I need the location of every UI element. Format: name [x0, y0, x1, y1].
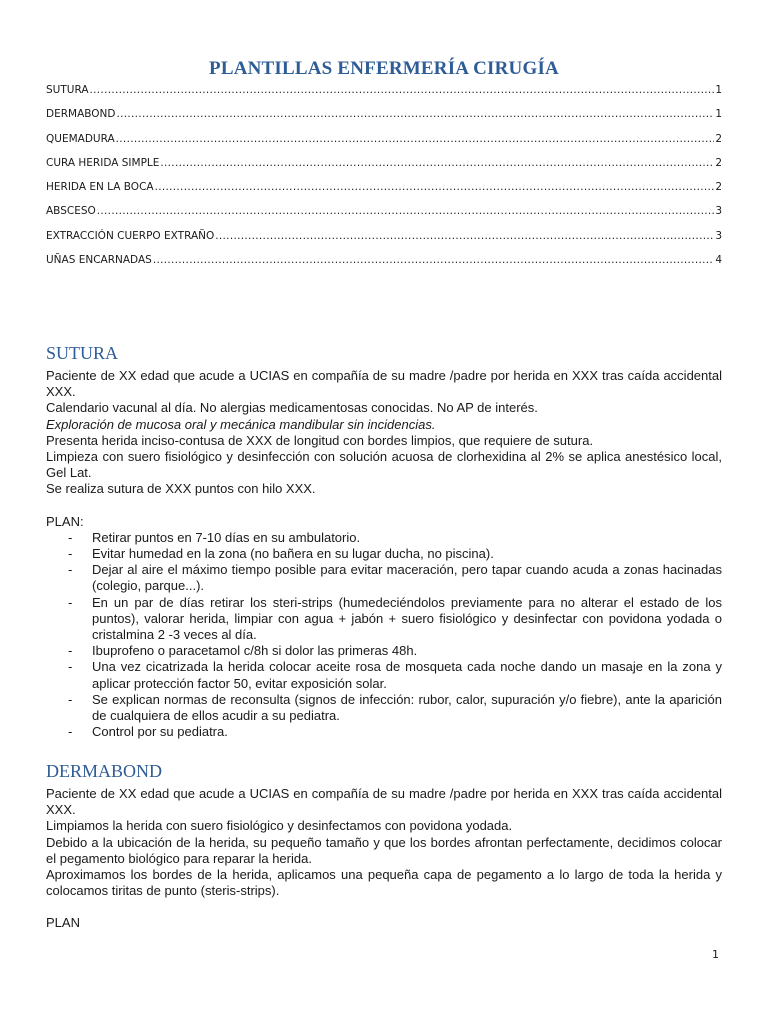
toc-entry-page: 2: [715, 181, 722, 194]
toc-entry-label: CURA HERIDA SIMPLE: [46, 156, 160, 169]
plan-item-text: Evitar humedad en la zona (no bañera en su lugar ducha, no piscina).: [92, 546, 494, 562]
toc-entry-page: 3: [715, 205, 722, 218]
paragraph: Se realiza sutura de XXX puntos con hilo XXX.: [46, 481, 316, 497]
toc-entry-page: 1: [715, 108, 722, 121]
bullet-dash: -: [68, 643, 73, 659]
toc-entry-quemadura[interactable]: [46, 131, 722, 155]
plan-item-text: Ibuprofeno o paracetamol c/8h si dolor las primeras 48h.: [92, 643, 418, 659]
paragraph: Paciente de XX edad que acude a UCIAS en compañía de su madre /padre por herida en XXX tras caída accidental XXX.: [46, 368, 722, 400]
paragraph: Debido a la ubicación de la herida, su pequeño tamaño y que los bordes afrontan perfectamente, decidimos colocar el pegamento biológico para reparar la herida.: [46, 834, 722, 866]
plan-item-text: Se explican normas de reconsulta (signos de infección: rubor, calor, supuración y/o fiebre), ante la aparición de cualquiera de ellos acudir a su pediatra.: [92, 691, 722, 724]
plan-item-text: Control por su pediatra.: [92, 724, 228, 740]
toc-leader-dots: [90, 83, 715, 97]
plan-label: PLAN:: [46, 513, 84, 529]
toc-entry-absceso[interactable]: [46, 203, 722, 227]
section-heading: SUTURA: [46, 343, 119, 363]
plan-item: [46, 546, 722, 562]
paragraph-italic: Exploración de mucosa oral y mecánica mandibular sin incidencias.: [46, 416, 436, 432]
spacer: [46, 899, 722, 915]
paragraph: Aproximamos los bordes de la herida, aplicamos una pequeña capa de pegamento a lo largo de toda la herida y colocamos tiritas de punto (steris-strips).: [46, 867, 722, 899]
toc-entry-page: 2: [715, 132, 722, 145]
paragraph: Limpiamos la herida con suero fisiológico y desinfectamos con povidona yodada.: [46, 818, 513, 834]
document-title: PLANTILLAS ENFERMERÍA CIRUGÍA: [209, 58, 559, 79]
bullet-dash: -: [68, 691, 73, 707]
plan-item: [46, 724, 722, 740]
plan-item-text: Una vez cicatrizada la herida colocar aceite rosa de mosqueta cada noche dando un masaje en la zona y aplicar protección factor 50, evitar exposición solar.: [92, 659, 722, 691]
toc-entry-herida-en-la-boca[interactable]: [46, 179, 722, 203]
spacer: [46, 498, 722, 514]
toc-entry-page: 3: [715, 229, 722, 242]
plan-item-text: Retirar puntos en 7-10 días en su ambulatorio.: [92, 529, 361, 545]
plan-item: [46, 562, 722, 594]
plan-item: [46, 595, 722, 644]
toc-entry-dermabond[interactable]: [46, 106, 722, 130]
bullet-dash: -: [68, 594, 73, 610]
toc-leader-dots: [160, 156, 714, 170]
toc-entry-page: 1: [715, 84, 722, 96]
toc-leader-dots: [116, 132, 715, 146]
section-dermabond: [46, 760, 722, 932]
toc-entry-label: DERMABOND: [46, 108, 116, 121]
plan-item-text: En un par de días retirar los steri-strips (humedeciéndolos previamente para no alterar el estado de los puntos), valorar herida, limpiar con agua + jabón + suero fisiológico y desinfectar con povidona yodada o cristalmina 2 -3 veces al día.: [92, 594, 722, 643]
toc-entry-page: 2: [715, 156, 722, 169]
plan-item-text: Dejar al aire el máximo tiempo posible para evitar maceración, pero tapar cuando acuda a zonas hacinadas (colegio, parque...).: [92, 562, 722, 594]
bullet-dash: -: [68, 724, 73, 740]
table-of-contents: [46, 82, 722, 276]
plan-label: PLAN: [46, 915, 80, 931]
toc-leader-dots: [153, 253, 715, 267]
toc-leader-dots: [215, 229, 714, 243]
paragraph: Limpieza con suero fisiológico y desinfección con solución acuosa de clorhexidina al 2% se aplica anestésico local, Gel Lat.: [46, 449, 722, 481]
section-heading: DERMABOND: [46, 761, 163, 781]
toc-entry-sutura[interactable]: [46, 82, 722, 106]
toc-leader-dots: [97, 204, 715, 218]
bullet-dash: -: [68, 546, 73, 562]
paragraph: Calendario vacunal al día. No alergias medicamentosas conocidas. No AP de interés.: [46, 400, 538, 416]
plan-item: [46, 643, 722, 659]
paragraph: Paciente de XX edad que acude a UCIAS en compañía de su madre /padre por herida en XXX tras caída accidental XXX.: [46, 786, 722, 818]
toc-leader-dots: [116, 107, 714, 121]
toc-entry-page: 4: [715, 254, 722, 267]
plan-item: [46, 530, 722, 546]
bullet-dash: -: [68, 659, 73, 675]
toc-entry-label: EXTRACCIÓN CUERPO EXTRAÑO: [46, 229, 215, 242]
toc-entry-unas-encarnadas[interactable]: [46, 252, 722, 276]
toc-entry-label: SUTURA: [46, 84, 89, 96]
paragraph: Presenta herida inciso-contusa de XXX de longitud con bordes limpios, que requiere de sutura.: [46, 432, 594, 448]
section-sutura: [46, 342, 722, 740]
toc-entry-extraccion-cuerpo-extrano[interactable]: [46, 228, 722, 252]
toc-entry-label: HERIDA EN LA BOCA: [46, 181, 154, 194]
page-number: 1: [712, 948, 719, 961]
bullet-dash: -: [68, 529, 73, 545]
toc-entry-cura-herida-simple[interactable]: [46, 155, 722, 179]
toc-entry-label: QUEMADURA: [46, 132, 115, 145]
toc-entry-label: ABSCESO: [46, 205, 96, 218]
toc-leader-dots: [155, 180, 715, 194]
toc-entry-label: UÑAS ENCARNADAS: [46, 254, 152, 267]
plan-item: [46, 692, 722, 724]
bullet-dash: -: [68, 562, 73, 578]
plan-item: [46, 659, 722, 691]
plan-list: [46, 530, 722, 741]
